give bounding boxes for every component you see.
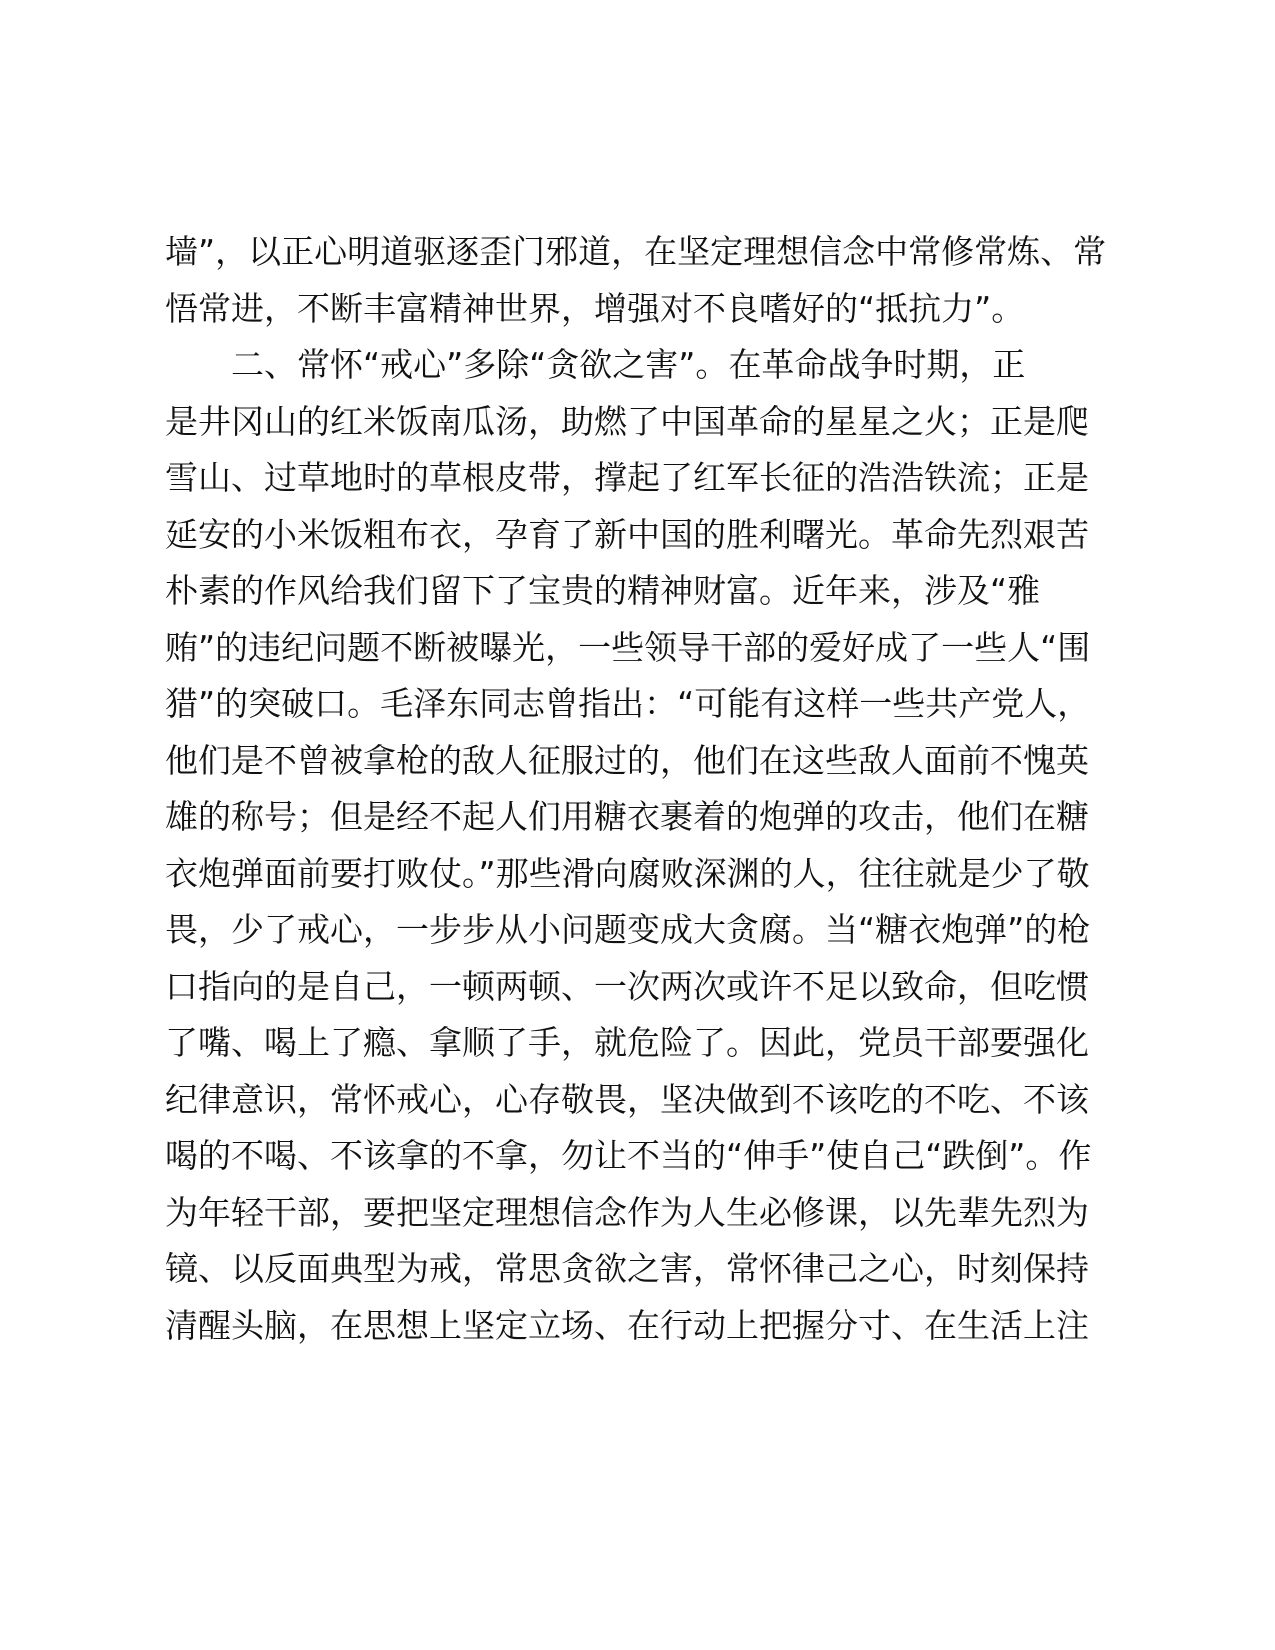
text-line: 纪律意识，常怀戒心，心存敬畏，坚决做到不该吃的不吃、不该 bbox=[165, 1079, 1089, 1119]
text-line: 悟常进，不断丰富精神世界，增强对不良嗜好的“抵抗力”。 bbox=[165, 288, 1025, 328]
text-line: 贿”的违纪问题不断被曝光，一些领导干部的爱好成了一些人“围 bbox=[165, 627, 1091, 667]
text-line: 喝的不喝、不该拿的不拿，勿让不当的“伸手”使自己“跌倒”。作 bbox=[165, 1136, 1092, 1175]
text-line: 墙”，以正心明道驱逐歪门邪道，在坚定理想信念中常修常炼、常 bbox=[165, 232, 1107, 271]
text-line: 雄的称号；但是经不起人们用糖衣裹着的炮弹的攻击，他们在糖 bbox=[165, 797, 1089, 836]
text-line: 朴素的作风给我们留下了宝贵的精神财富。近年来，涉及“雅 bbox=[165, 571, 1041, 610]
text-line: 了嘴、喝上了瘾、拿顺了手，就危险了。因此，党员干部要强化 bbox=[165, 1023, 1089, 1062]
body-text bbox=[165, 224, 1125, 1354]
text-line: 雪山、过草地时的草根皮带，撑起了红军长征的浩浩铁流；正是 bbox=[165, 458, 1089, 497]
text-line: 清醒头脑，在思想上坚定立场、在行动上把握分寸、在生活上注 bbox=[165, 1305, 1089, 1345]
text-line: 口指向的是自己，一顿两顿、一次两次或许不足以致命，但吃惯 bbox=[165, 966, 1089, 1006]
section-heading-line: 二、常怀“戒心”多除“贪欲之害”。在革命战争时期，正 bbox=[231, 345, 1026, 384]
text-line: 镜、以反面典型为戒，常思贪欲之害，常怀律己之心，时刻保持 bbox=[165, 1249, 1089, 1288]
text-line: 猎”的突破口。毛泽东同志曾指出：“可能有这样一些共产党人， bbox=[165, 684, 1091, 723]
text-line: 延安的小米饭粗布衣，孕育了新中国的胜利曙光。革命先烈艰苦 bbox=[165, 514, 1089, 554]
text-line: 为年轻干部，要把坚定理想信念作为人生必修课，以先辈先烈为 bbox=[165, 1192, 1089, 1232]
text-line: 畏，少了戒心，一步步从小问题变成大贪腐。当“糖衣炮弹”的枪 bbox=[165, 910, 1091, 949]
text-line: 是井冈山的红米饭南瓜汤，助燃了中国革命的星星之火；正是爬 bbox=[165, 401, 1089, 441]
text-line: 他们是不曾被拿枪的敌人征服过的，他们在这些敌人面前不愧英 bbox=[165, 740, 1089, 780]
text-line: 衣炮弹面前要打败仗。”那些滑向腐败深渊的人，往往就是少了敬 bbox=[165, 853, 1090, 893]
